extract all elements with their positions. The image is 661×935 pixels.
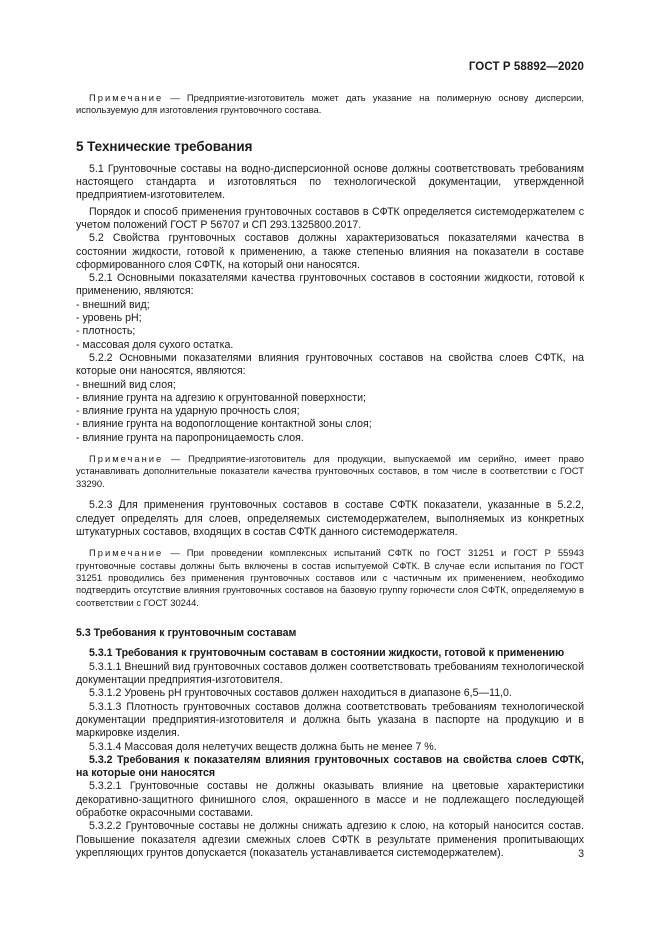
paragraph-5-3-1-2: 5.3.1.2 Уровень рН грунтовочных составов должен находиться в диапазоне 6,5—11,0. xyxy=(89,687,512,700)
paragraph-5-3-2-1: 5.3.2.1 Грунтовочные составы не должны оказывать влияние на цветовые характеристики декоративно-защитного финишного слоя, окрашенного в массе и не подлежащего последующей обработке окрасочными составами. xyxy=(76,780,584,820)
list-item: - влияние грунта на паропроницаемость слоя. xyxy=(76,431,304,444)
influence-indicators-list xyxy=(76,379,584,445)
list-item: - внешний вид слоя; xyxy=(76,378,176,391)
paragraph-5-2-1: 5.2.1 Основными показателями качества грунтовочных составов в состоянии жидкости, готовой к применению, являются: xyxy=(76,272,584,298)
note-paragraph xyxy=(76,547,584,609)
note-text: — При проведении комплексных испытаний СФТК по ГОСТ 31251 и ГОСТ Р 55943 грунтовочные составы должны быть включены в состав испытуемой СФТК. В случае если испытания по ГОСТ 31251 проводились без применения грунтовочных составов или с частичным их применением, необходимо подтвердить отсутствие влияния грунтовочных составов на базовую группу горючести слоя СФТК, определяемую в соответствии с ГОСТ 30244. xyxy=(76,547,584,608)
list-item: - влияние грунта на ударную прочность слоя; xyxy=(76,405,300,418)
paragraph-5-1: 5.1 Грунтовочные составы на водно-дисперсионной основе должны соответствовать требованиям настоящего стандарта и изготовляться по технологической документации, утвержденной предприятием-изготовителем. xyxy=(76,162,584,202)
list-item: - влияние грунта на адгезию к огрунтованной поверхности; xyxy=(76,391,366,404)
paragraph-5-2-2: 5.2.2 Основными показателями влияния грунтовочных составов на свойства слоев СФТК, на которые они наносятся, являются: xyxy=(76,351,584,378)
note-text: — Предприятие-изготовитель может дать указание на полимерную основу дисперсии, используемую для изготовления грунтовочного состава. xyxy=(76,92,584,116)
list-item: - внешний вид; xyxy=(76,298,150,311)
list-item: - уровень рН; xyxy=(76,312,142,325)
quality-indicators-list xyxy=(76,299,584,352)
page-content xyxy=(76,88,584,860)
note-label: Примечание xyxy=(89,92,164,103)
note-paragraph xyxy=(76,453,584,490)
paragraph-5-2: 5.2 Свойства грунтовочных составов должны характеризоваться показателями качества в состоянии жидкости, готовой к применению, а также степенью влияния на показатели в составе сформированного слоя СФТК, на который они наносятся. xyxy=(76,232,584,271)
standard-header: ГОСТ Р 58892—2020 xyxy=(468,61,584,73)
page-number: 3 xyxy=(578,848,584,860)
list-item: - плотность; xyxy=(76,325,136,338)
paragraph-5-3-1-4: 5.3.1.4 Массовая доля нелетучих веществ должна быть не менее 7 %. xyxy=(89,740,437,753)
paragraph-order: Порядок и способ применения грунтовочных составов в СФТК определяется системодержателем с учетом положений ГОСТ Р 56707 и СП 293.1325800.2017. xyxy=(76,205,584,231)
list-item: - влияние грунта на водопоглощение контактной зоны слоя; xyxy=(76,418,372,431)
section-5-3-heading: 5.3 Требования к грунтовочным составам xyxy=(76,627,297,640)
section-5-heading: 5 Технические требования xyxy=(76,138,253,154)
note-paragraph xyxy=(76,92,584,117)
note-text: — Предприятие-изготовитель для продукции, выпускаемой им серийно, имеет право устанавливать дополнительные показатели качества грунтовочных составов, в том числе в соответствии с ГОСТ 33290. xyxy=(76,453,584,489)
paragraph-5-3-2-2: 5.3.2.2 Грунтовочные составы не должны снижать адгезию к слою, на который наносится состав. Повышение показателя адгезии смежных слоев СФТК в результате применения пропитывающих укрепляющих грунтов допускается (показатель устанавливается системодержателем). xyxy=(76,820,584,859)
paragraph-5-2-3: 5.2.3 Для применения грунтовочных составов в составе СФТК показатели, указанные в 5.2.2, следует определять для слоев, определяемых системодержателем, выполняемых из конкретных штукатурных составов, входящих в состав СФТК данного системодержателя. xyxy=(76,499,584,538)
note-label: Примечание xyxy=(89,547,164,559)
subsection-5-3-1-heading: 5.3.1 Требования к грунтовочным составам в состоянии жидкости, готовой к применению xyxy=(89,647,565,660)
paragraph-5-3-1-1: 5.3.1.1 Внешний вид грунтовочных составов должен соответствовать требованиям технологической документации предприятия-изготовителя. xyxy=(76,660,584,687)
paragraph-5-3-1-3: 5.3.1.3 Плотность грунтовочных составов должна соответствовать требованиям технологической документации предприятия-изготовителя и должна быть указана в паспорте на продукцию и в маркировке изделия. xyxy=(76,700,584,740)
list-item: - массовая доля сухого остатка. xyxy=(76,338,234,351)
note-label: Примечание xyxy=(89,453,164,465)
subsection-5-3-2-heading: 5.3.2 Требования к показателям влияния грунтовочных составов на свойства слоев СФТК, на которые они наносятся xyxy=(76,753,584,780)
